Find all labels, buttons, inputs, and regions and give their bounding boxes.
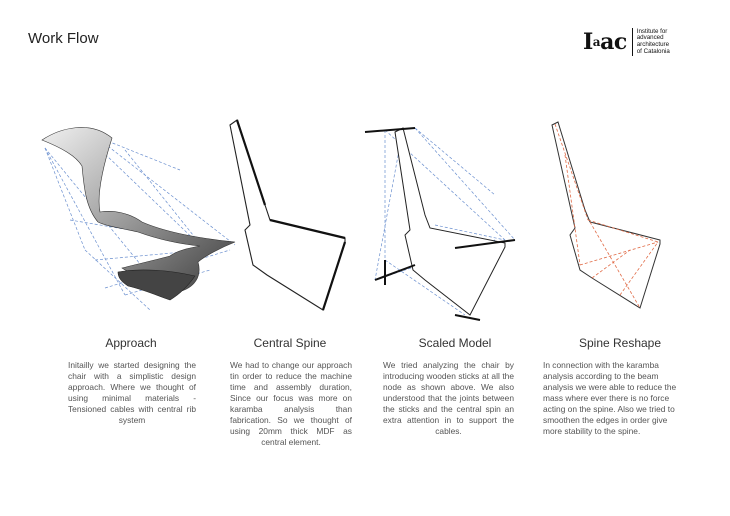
iaac-logo: [583, 28, 670, 56]
organic-shell: [42, 127, 235, 292]
scaled-model-description: We tried analyzing the chair by introducing wooden sticks at all the node as shown above. We also understood that the joints between the sticks and the central spin an extra attention in to support the cables.: [383, 360, 514, 436]
central-spine-title: Central Spine: [253, 336, 327, 350]
logo-line: architecture: [636, 41, 670, 48]
spine-reshape-description: In connection with the karamba analysis according to the beam analysis we were able to reduce the mass where ever there is no force acting on the spine. Also we tried to smoothen the edges in order give more stability to the spine.: [543, 360, 677, 436]
approach-chair-illustration: [30, 110, 240, 325]
spine-reshape-title: Spine Reshape: [578, 336, 662, 350]
spine-reshape-illustration: [530, 110, 670, 325]
scaled-model-illustration: [355, 110, 530, 325]
logo-line: of Catalonia: [636, 47, 670, 55]
central-spine-illustration: [225, 110, 365, 325]
logo-line: Institute for: [636, 27, 668, 35]
page-title: Work Flow: [28, 30, 99, 47]
reshaped-spine: [552, 122, 660, 308]
logo-divider: [632, 28, 633, 56]
approach-description: Initailly we started designing the chair with a simplistic design approach. Where we thought of using minimal materials - Tensioned cables with central rib system: [68, 360, 196, 425]
logo-mark: $I^aac$: [583, 29, 627, 55]
logo-text: [637, 29, 670, 55]
organic-base: [118, 270, 195, 300]
scaled-model-title: Scaled Model: [418, 336, 492, 350]
model-spine: [395, 128, 505, 315]
central-spine-description: We had to change our approach tin order to reduce the machine time and assembly duration, Since our focus was more on karamba analysis than fabrication. So we thought of using 20mm thick MDF as central element.: [230, 360, 352, 447]
logo-line: advanced: [636, 34, 664, 42]
approach-title: Approach: [105, 336, 157, 350]
